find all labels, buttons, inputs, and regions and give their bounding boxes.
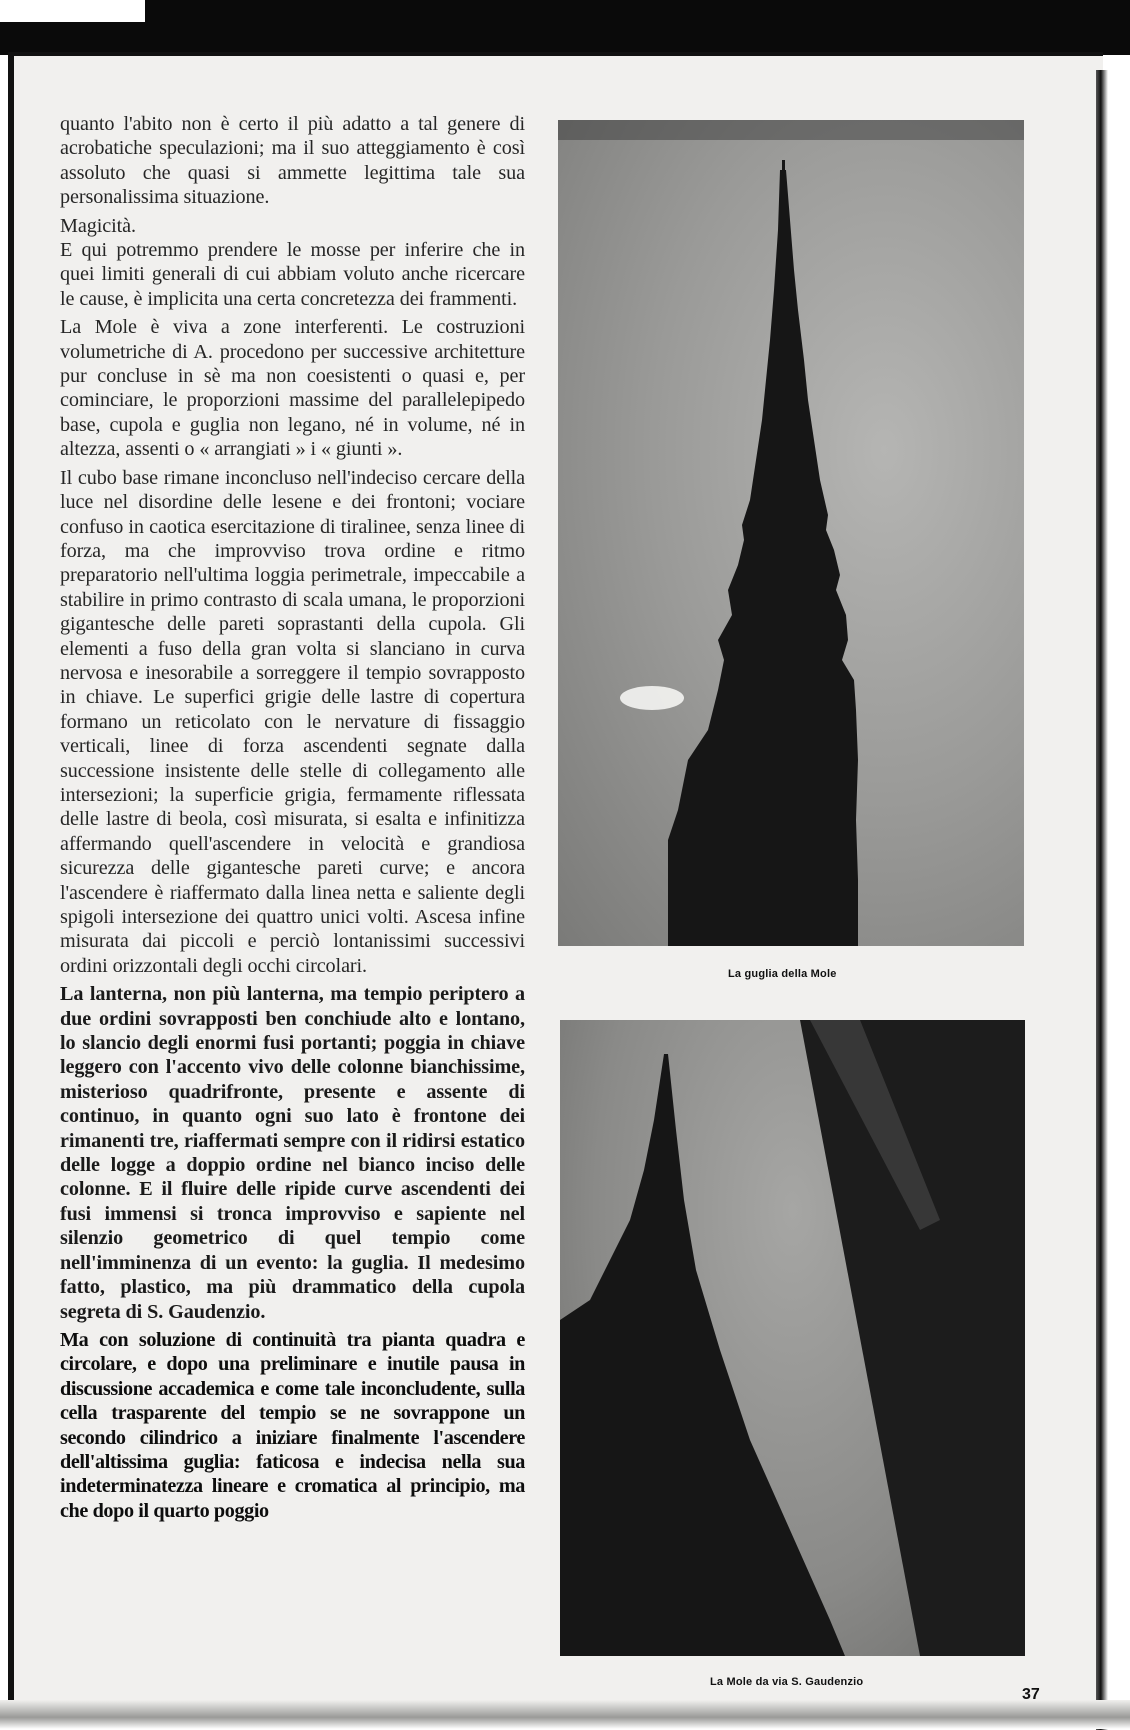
photo-mole-spire [558, 120, 1024, 946]
scan-top-border [0, 0, 1130, 55]
page-number: 37 [1022, 1686, 1040, 1703]
paragraph: La Mole è viva a zone interferenti. Le costruzioni volumetriche di A. procedono per successive architetture pur concluse in sè ma non coesistenti o quasi e, per cominciare, le proporzioni massime del parallelepipedo base, cupola e guglia non legano, né in volume, né in altezza, assenti o « arrangiati » i « giunti ». [60, 316, 525, 461]
paragraph: Il cubo base rimane inconcluso nell'indeciso cercare della luce nel disordine delle lesene e dei frontoni; vociare confuso in caotica esercitazione di tiralinee, senza linee di forza, ma che improvviso trova ordine e ritmo preparatorio nell'ultima loggia perimetrale, impeccabile a stabilire in primo contrasto di scala umana, le proporzioni gigantesche delle pareti soprastanti della cupola. Gli elementi a fuso della gran volta si slanciano in curva nervosa e inesorabile a sorreggere il tempio sovrapposto in chiave. Le superfici grigie delle lastre di copertura formano un reticolato con le nervature di fissaggio verticali, linee di forza ascendenti segnate dalla successione insistente delle stelle di collegamento alle intersezioni; la superficie grigia, fermamente riflessata delle lastre di beola, così misurata, si esalta e infinitizza affermando quell'ascendere in velocità e grandiosa sicurezza delle gigantesche pareti curve; e ancora l'ascendere è riaffermato dalla linea netta e saliente degli spigoli intersezione dei quattro unici volti. Ascesa infine misurata dai piccoli e perciò lontanissimi successivi ordini orizzontali degli occhi circolari. [60, 466, 525, 977]
photo-caption: La guglia della Mole [728, 968, 837, 980]
section-heading: Magicità. [60, 214, 136, 237]
scan-bottom-edge [0, 1700, 1130, 1729]
photo-caption: La Mole da via S. Gaudenzio [710, 1676, 864, 1688]
paragraph: Ma con soluzione di continuità tra pianta quadra e circolare, e dopo una preliminare e inutile pausa in discussione accademica e come tale inconcludente, sulla cella trasparente del tempio se ne sovrappone un secondo cilindrico a iniziare finalmente l'ascendere dell'altissima guglia: faticosa e indecisa nella sua indeterminatezza lineare e cromatica al principio, ma che dopo il quarto poggio [60, 1328, 525, 1522]
mole-street-silhouette [560, 1020, 1025, 1656]
scan-top-notch [0, 0, 145, 22]
scan-right-edge [1096, 70, 1108, 1730]
paragraph: La lanterna, non più lanterna, ma tempio periptero a due ordini sovrapposti ben conchiude alto e lontano, lo slancio degli enormi fusi portanti; poggia in chiave leggero con l'accento vivo delle colonne bianchissime, misterioso quadrifronte, presente e assente di continuo, in quanto ogni suo lato è frontone dei rimanenti tre, riaffermati sempre con il ridirsi estatico delle logge a doppio ordine nel bianco inciso delle colonne. E il fluire delle ripide curve ascendenti dei fusi immensi si tronca improvviso e sapiente nel silenzio geometrico di quel tempio come nell'imminenza di un evento: la guglia. Il medesimo fatto, plastico, ma più drammatico della cupola segreta di S. Gaudenzio. [60, 983, 525, 1323]
photo-mole-street [560, 1020, 1025, 1656]
paragraph: quanto l'abito non è certo il più adatto a tal genere di acrobatiche speculazioni; ma il suo atteggiamento è così assoluto che quasi si ammette legittima tale sua personalissima situazione. [60, 113, 525, 209]
spire-silhouette [558, 120, 1024, 946]
paragraph: E qui potremmo prendere le mosse per inferire che in quei limiti generali di cui abbiam voluto anche ricercare le cause, è implicita una certa concretezza dei frammenti. [60, 239, 525, 310]
text-column [60, 112, 525, 1527]
